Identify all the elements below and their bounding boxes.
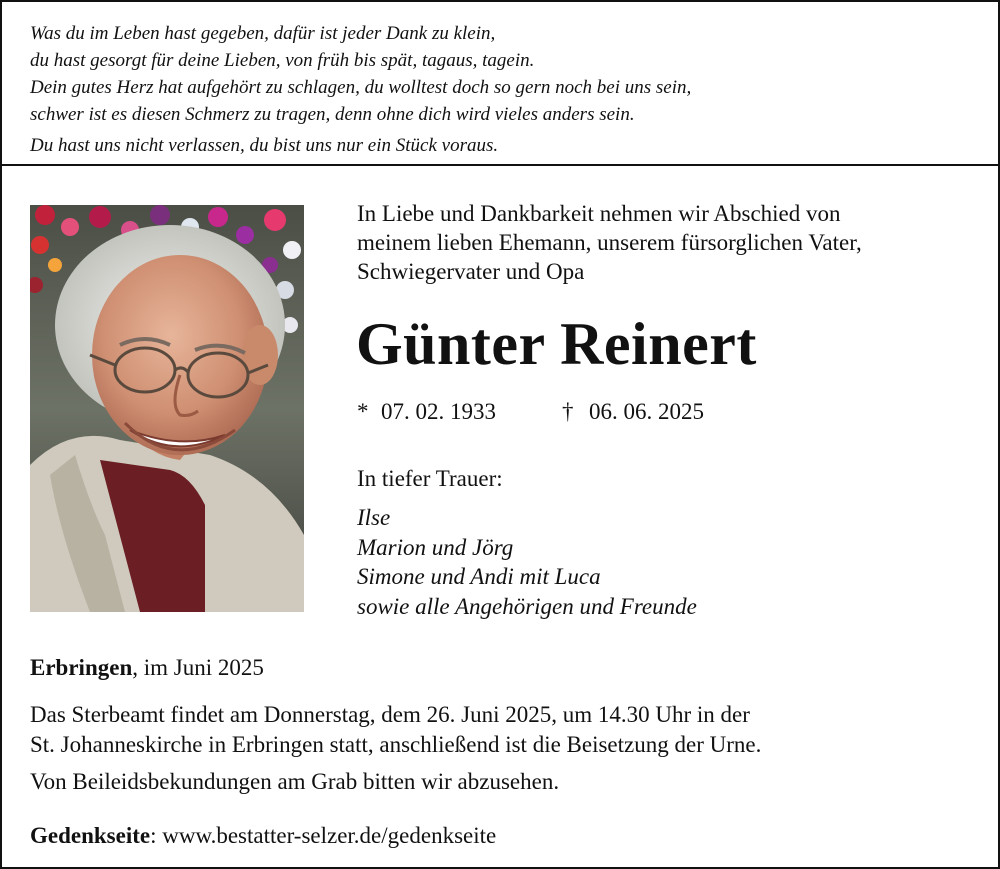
memorial-page-separator: : [150, 823, 163, 848]
place-date [30, 653, 264, 683]
mourner: Ilse [357, 505, 391, 530]
poem-line: Was du im Leben hast gegeben, dafür ist jeder Dank zu klein, [30, 23, 496, 44]
memorial-page [30, 821, 496, 851]
intro-line: meinem lieben Ehemann, unserem fürsorglichen Vater, [357, 230, 862, 255]
deceased-name: Günter Reinert [356, 311, 757, 377]
mourning-heading: In tiefer Trauer: [357, 466, 503, 491]
poem-line: Dein gutes Herz hat aufgehört zu schlagen, du wolltest doch so gern noch bei uns sein, [30, 77, 692, 98]
mourner: Marion und Jörg [357, 534, 514, 560]
death-date: 06. 06. 2025 [589, 399, 704, 424]
death-symbol: † [562, 399, 574, 424]
memorial-page-url[interactable]: www.bestatter-selzer.de/gedenkseite [162, 823, 497, 848]
service-info [30, 700, 980, 760]
poem-closing: Du hast uns nicht verlassen, du bist uns nur ein Stück voraus. [30, 135, 499, 156]
mourner: Simone und Andi mit Luca [357, 564, 601, 589]
memorial-page-label: Gedenkseite [30, 823, 151, 848]
mourners-list [357, 503, 697, 621]
poem-line: du hast gesorgt für deine Lieben, von früh bis spät, tagaus, tagein. [30, 50, 535, 71]
birth-symbol: * [357, 399, 369, 424]
birth-date: 07. 02. 1933 [381, 399, 496, 424]
intro-text [357, 199, 977, 286]
poem [30, 20, 980, 159]
place-date-text: , im Juni 2025 [132, 655, 264, 680]
divider-line [0, 164, 1000, 166]
portrait-photo [30, 205, 304, 612]
condolence-note: Von Beileidsbekundungen am Grab bitten wir abzusehen. [30, 769, 560, 794]
service-line: Das Sterbeamt findet am Donnerstag, dem 26. Juni 2025, um 14.30 Uhr in der [30, 702, 750, 727]
intro-line: In Liebe und Dankbarkeit nehmen wir Abschied von [357, 201, 841, 226]
place-town: Erbringen [30, 655, 133, 680]
poem-line: schwer ist es diesen Schmerz zu tragen, denn ohne dich wird vieles anders sein. [30, 104, 635, 125]
service-line: St. Johanneskirche in Erbringen statt, anschließend ist die Beisetzung der Urne. [30, 732, 762, 757]
mourner: sowie alle Angehörigen und Freunde [357, 593, 697, 619]
intro-line: Schwiegervater und Opa [357, 259, 585, 284]
